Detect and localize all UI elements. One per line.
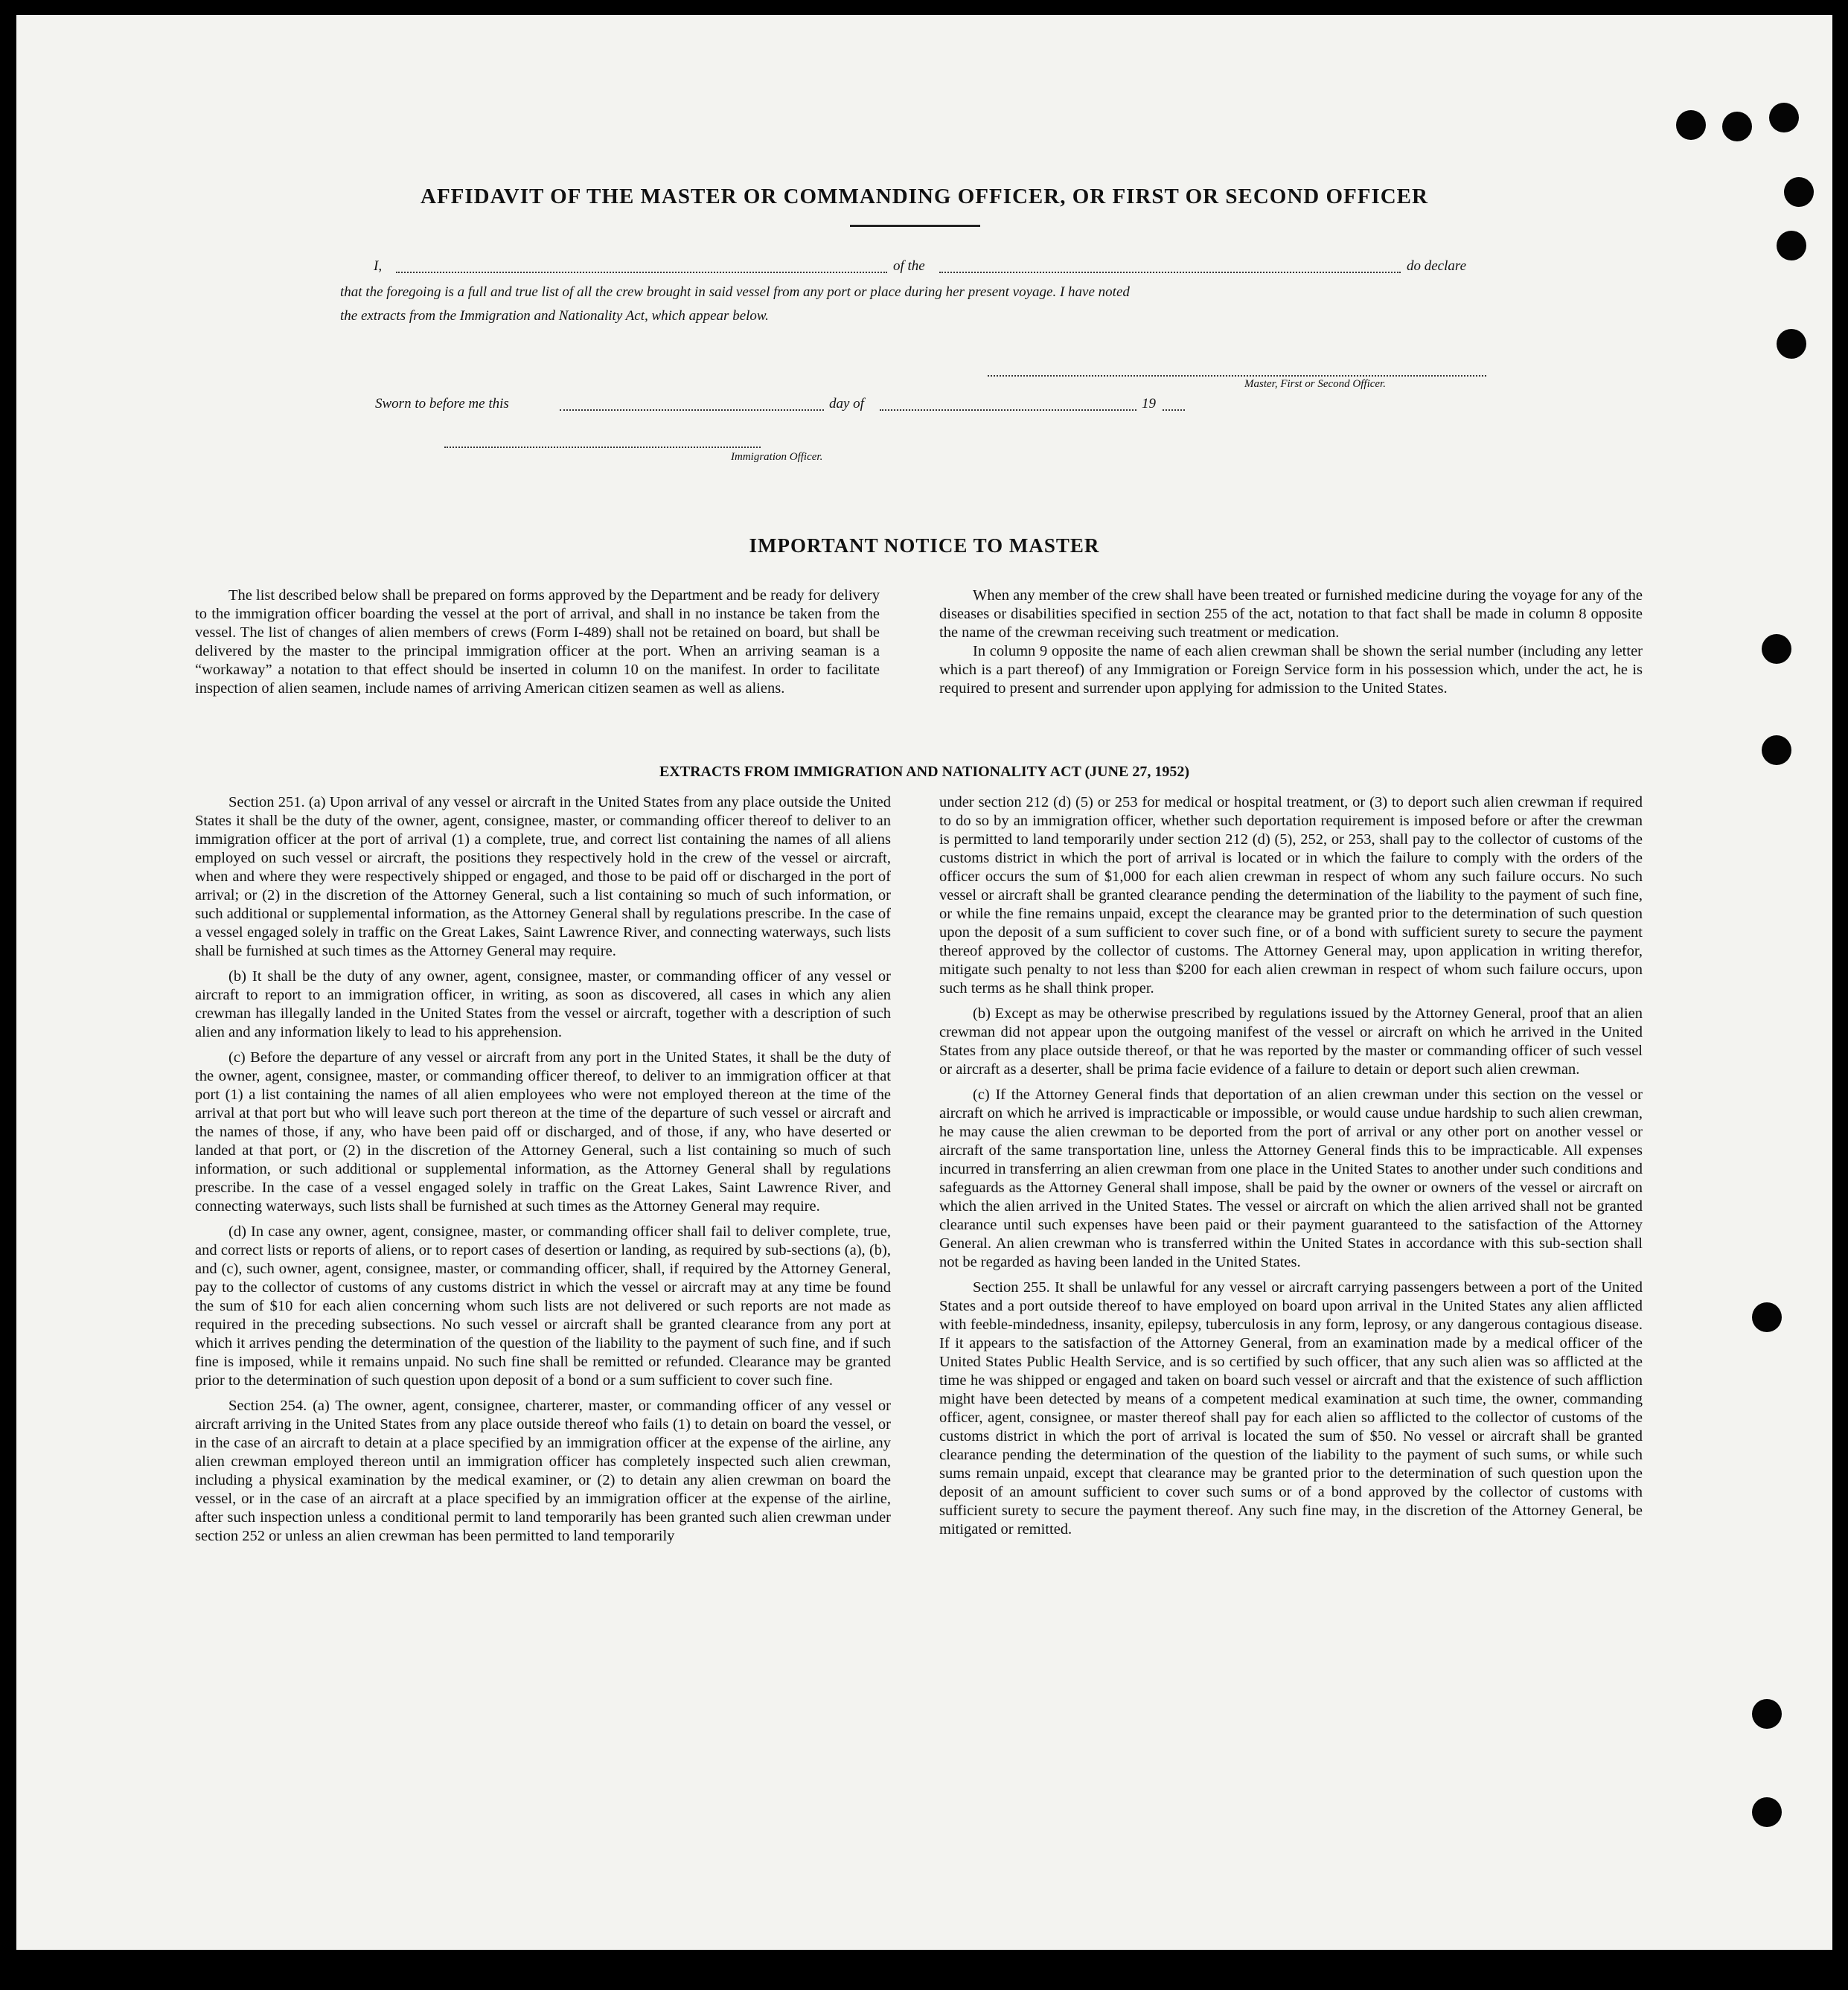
notice-paragraph: In column 9 opposite the name of each alien crewman shall be shown the serial number (including any letter which is a part thereof) of any Immigration or Foreign Service form in his possession which, under the act, he is required to present and surrender upon applying for admission to the United States. [939, 643, 1643, 697]
section-paragraph: Section 251. (a) Upon arrival of any vessel or aircraft in the United States from any place outside the United States it shall be the duty of the owner, agent, consignee, master, or commanding officer thereof to deliver to an immigration officer at the port of arrival (1) a complete, true, and correct list containing the names of all aliens employed on such vessel or aircraft, the positions they respectively hold in the crew of the vessel or aircraft, when and where they were respectively shipped or engaged, and those to be paid off or discharged in the port of arrival; or (2) in the discretion of the Attorney General, such a list containing so much of such information, or such additional or supplemental information, as the Attorney General shall by regulations prescribe. In the case of a vessel engaged solely in traffic on the Great Lakes, Saint Lawrence River, and connecting waterways, such lists shall be furnished at such times as the Attorney General may require. [195, 794, 891, 959]
year-label: 19 [1142, 396, 1156, 412]
section-paragraph: (b) Except as may be otherwise prescribed by regulations issued by the Attorney General, proof that an alien crewman did not appear upon the outgoing manifest of the vessel or aircraft on which he arrived in the United States from any place outside thereof, or that he was reported by the master or commanding officer of such vessel or aircraft as a deserter, shall be prima facie evidence of a failure to detain or deport such alien crewman. [939, 1005, 1643, 1078]
title-rule [850, 225, 980, 227]
day-of-label: day of [829, 396, 864, 412]
master-caption: Master, First or Second Officer. [1244, 378, 1386, 390]
section-paragraph: (b) It shall be the duty of any owner, agent, consignee, master, or commanding officer of any vessel or aircraft to report to an immigration officer, in writing, as soon as discovered, all cases in which any alien crewman has illegally landed in the United States from the vessel or aircraft, together with a description of such alien and any information likely to lead to his apprehension. [195, 968, 891, 1040]
section-paragraph: (c) If the Attorney General finds that deportation of an alien crewman under this section on the vessel or aircraft on which he arrived is impracticable or impossible, or would cause undue hardship to such alien crewman, he may cause the alien crewman to be deported from the port of arrival or any other port on another vessel or aircraft of the same transportation line, unless the Attorney General finds this to be impracticable. All expenses incurred in transferring an alien crewman from one place in the United States to another under such conditions and safeguards as the Attorney General shall impose, shall be paid by the owner or owners of the vessel or aircraft on which the alien arrived in the United States. The vessel or aircraft on which the alien arrived shall not be granted clearance until such expenses have been paid or their payment guaranteed to the satisfaction of the Attorney General. An alien crewman who is transferred within the United States in accordance with this sub-section shall not be regarded as having been landed in the United States. [939, 1087, 1643, 1270]
extracts-right-column [939, 793, 1643, 1546]
declaration-of-the: of the [893, 258, 925, 274]
punch-hole [1777, 329, 1806, 359]
immigration-officer-signature-blank [444, 447, 761, 448]
punch-hole [1752, 1797, 1782, 1827]
punch-hole [1762, 634, 1791, 664]
declaration-line-2: that the foregoing is a full and true list of all the crew brought in said vessel from any port or place during her present voyage. I have noted [340, 284, 1130, 300]
extracts-left-column [195, 793, 891, 1552]
notice-left-column [195, 586, 880, 698]
notice-title: IMPORTANT NOTICE TO MASTER [749, 534, 1100, 557]
declaration-i: I, [374, 258, 383, 274]
name-blank [396, 272, 887, 273]
section-paragraph: Section 255. It shall be unlawful for any vessel or aircraft carrying passengers between a port of the United States and a port outside thereof to have employed on board upon arrival in the United States any alien afflicted with feeble-mindedness, insanity, epilepsy, tuberculosis in any form, leprosy, or any dangerous contagious disease. If it appears to the satisfaction of the Attorney General, from an examination made by a medical officer of the United States Public Health Service, and is so certified by such officer, that any such alien was so afflicted at the time he was shipped or engaged and taken on board such vessel or aircraft and that the existence of such affliction might have been detected by means of a competent medical examination at such time, the owner, commanding officer, agent, consignee, or master thereof shall pay for each alien so afflicted to the collector of customs of the customs district in which the port of arrival is located the sum of $50. No vessel or aircraft shall be granted clearance pending the determination of the question of the liability to the payment of such sums, or while such sums remain unpaid, except that clearance may be granted prior to the determination of such question upon the deposit of an amount sufficient to cover such sums or of a bond approved by the collector of customs with sufficient surety to secure the payment thereof. Any such fine may, in the discretion of the Attorney General, be mitigated or remitted. [939, 1279, 1643, 1538]
punch-hole [1676, 110, 1706, 140]
punch-hole [1752, 1699, 1782, 1729]
section-paragraph: (d) In case any owner, agent, consignee, master, or commanding officer shall fail to deliver complete, true, and correct lists or reports of aliens, or to report cases of desertion or landing, as required by sub-sections (a), (b), and (c), such owner, agent, consignee, master, or commanding officer, shall, if required by the Attorney General, pay to the collector of customs of any customs district in which the vessel or aircraft may at any time be found the sum of $10 for each alien concerning whom such lists are not delivered or such reports are not made as required in the preceding subsections. No such vessel or aircraft shall be granted clearance from any port at which it arrives pending the determination of the question of the liability to the payment of such fine, and if such fine is imposed, while it remains unpaid. No such fine shall be remitted or refunded. Clearance may be granted prior to the determination of such question upon deposit of a bond or a sum sufficient to cover such fine. [195, 1223, 891, 1389]
section-paragraph-continued: under section 212 (d) (5) or 253 for medical or hospital treatment, or (3) to deport such alien crewman if required to do so by an immigration officer, whether such deportation requirement is imposed before or after the crewman is permitted to land temporarily under section 212 (d) (5), 252, or 253, shall pay to the collector of customs of the customs district in which the port of arrival is located or in which the failure to comply with the orders of the officer occurs the sum of $1,000 for each alien crewman in respect of whom any such failure occurs. No such vessel or aircraft shall be granted clearance pending the determination of the liability to the payment of such fine, or while the fine remains unpaid, except the clearance may be granted prior to the determination of such question upon the deposit of a sum sufficient to cover such fine, or of a bond with sufficient surety to secure the payment thereof approved by the collector of customs. The Attorney General may, upon application in writing therefor, mitigate such penalty to not less than $200 for each alien crewman in respect of whom such failure occurs, upon such terms as he shall think proper. [939, 794, 1643, 996]
sworn-day-blank [560, 409, 824, 411]
notice-right-column [939, 586, 1643, 698]
section-paragraph: (c) Before the departure of any vessel or aircraft from any port in the United States, it shall be the duty of the owner, agent, consignee, master, or commanding officer thereof, to deliver to an immigration officer at that port (1) a list containing the names of all alien employees who were not employed thereon at the time of the arrival at that port but who will leave such port thereon at the time of the departure of such vessel or aircraft and the names of those, if any, who have been paid off or discharged, and of those, if any, who have deserted or landed at that port, or (2) in the discretion of the Attorney General, such a list containing so much of such information, or such additional or supplemental information, as the Attorney General shall by regulations prescribe. In the case of a vessel engaged solely in traffic on the Great Lakes, Saint Lawrence River, and connecting waterways, such lists shall be furnished at such times as the Attorney General may require. [195, 1049, 891, 1215]
punch-hole [1769, 103, 1799, 132]
affidavit-title: AFFIDAVIT OF THE MASTER OR COMMANDING OFFICER, OR FIRST OR SECOND OFFICER [421, 185, 1428, 208]
sworn-label: Sworn to before me this [375, 396, 509, 412]
section-paragraph: Section 254. (a) The owner, agent, consignee, charterer, master, or commanding officer of any vessel or aircraft arriving in the United States from any place outside thereof who fails (1) to detain on board the vessel, or in the case of an aircraft to detain at a place specified by an immigration officer at the expense of the airline, any alien crewman employed thereon until an immigration officer has completely inspected such alien crewman, including a physical examination by the medical examiner, or (2) to detain any alien crewman on board the vessel, or in the case of an aircraft at a place specified by an immigration officer at the expense of the airline, after such inspection unless a conditional permit to land temporarily has been granted such alien crewman under section 252 or unless an alien crewman has been permitted to land temporarily [195, 1398, 891, 1544]
immigration-officer-caption: Immigration Officer. [731, 451, 823, 463]
punch-hole [1722, 112, 1752, 141]
vessel-blank [939, 272, 1401, 273]
month-blank [880, 409, 1136, 411]
declaration-line-3: the extracts from the Immigration and Nationality Act, which appear below. [340, 308, 769, 324]
notice-paragraph: The list described below shall be prepared on forms approved by the Department and be ready for delivery to the immigration officer boarding the vessel at the port of arrival, and shall in no instance be taken from the vessel. The list of changes of alien members of crews (Form I-489) shall not be retained on board, but shall be delivered by the master to the principal immigration officer at the port. When an arriving seaman is a “workaway” a notation to that effect should be inserted in column 10 on the manifest. In order to facilitate inspection of alien seamen, include names of arriving American citizen seamen as well as aliens. [195, 587, 880, 697]
notice-paragraph: When any member of the crew shall have been treated or furnished medicine during the voyage for any of the diseases or disabilities specified in section 255 of the act, notation to that fact shall be made in column 8 opposite the name of the crewman receiving such treatment or medication. [939, 587, 1643, 641]
punch-hole [1762, 735, 1791, 765]
punch-hole [1784, 177, 1814, 207]
document-page [16, 15, 1832, 1950]
year-blank [1163, 409, 1185, 411]
punch-hole [1752, 1302, 1782, 1332]
extracts-title: EXTRACTS FROM IMMIGRATION AND NATIONALITY ACT (JUNE 27, 1952) [659, 764, 1190, 780]
punch-hole [1777, 231, 1806, 260]
master-signature-blank [988, 375, 1486, 377]
declaration-do-declare: do declare [1407, 258, 1467, 274]
